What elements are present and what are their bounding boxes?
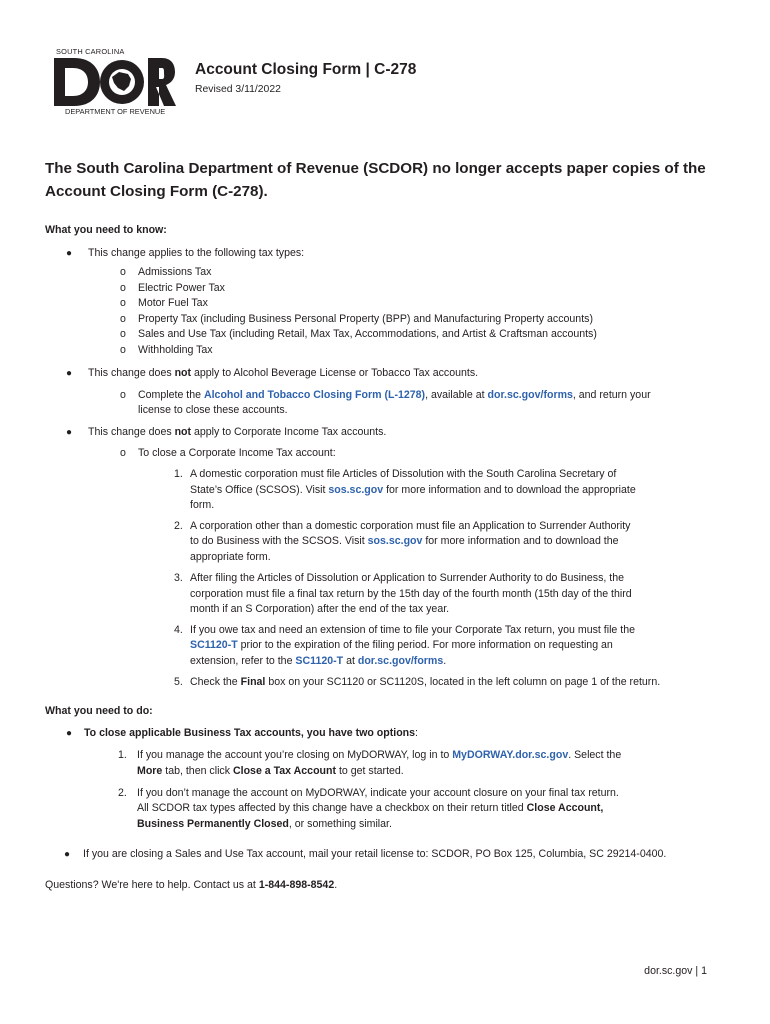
questions-line: Questions? We're here to help. Contact us at 1-844-898-8542. [45, 879, 338, 891]
do-bullet-2: If you are closing a Sales and Use Tax account, mail your retail license to: SCDOR, PO Box 125, Columbia, SC 29214-0400. [83, 848, 667, 860]
alcohol-instruction-cont: license to close these accounts. [138, 404, 288, 416]
list-number: 2. [118, 787, 127, 799]
sub-bullet-icon: o [120, 282, 126, 294]
tax-type-item: Motor Fuel Tax [138, 297, 208, 309]
sub-bullet-icon: o [120, 389, 126, 401]
page-footer: dor.sc.gov | 1 [644, 965, 707, 977]
option-1-line-2: More tab, then click Close a Tax Account to get started. [137, 765, 404, 777]
list-number: 1. [118, 749, 127, 761]
mydorway-link[interactable]: MyDORWAY.dor.sc.gov [452, 749, 569, 761]
know-bullet-1: This change applies to the following tax types: [88, 247, 305, 259]
sos-link[interactable]: sos.sc.gov [328, 484, 384, 496]
revised-date: Revised 3/11/2022 [195, 84, 281, 95]
step-4-line-2: SC1120-T prior to the expiration of the filing period. For more information on requesting an [190, 639, 613, 651]
sos-link[interactable]: sos.sc.gov [367, 535, 423, 547]
list-number: 4. [174, 624, 183, 636]
step-1-line-2: State’s Office (SCSOS). Visit sos.sc.gov for more information and to download the appropriate [190, 484, 636, 496]
step-2-line-2: to do Business with the SCSOS. Visit sos.sc.gov for more information and to download the [190, 535, 619, 547]
tax-type-item: Withholding Tax [138, 344, 213, 356]
option-2-line-1: If you don’t manage the account on MyDORWAY, indicate your account closure on your final tax return. [137, 787, 619, 799]
know-heading: What you need to know: [45, 224, 167, 236]
headline: The South Carolina Department of Revenue (SCDOR) no longer accepts paper copies of the Account Closing Form (C-278). [45, 160, 706, 200]
alcohol-tobacco-form-link[interactable]: Alcohol and Tobacco Closing Form (L-1278) [203, 389, 426, 401]
bullet-icon: ● [66, 728, 73, 739]
corporate-close-intro: To close a Corporate Income Tax account: [138, 447, 336, 459]
sc1120t-link[interactable]: SC1120-T [190, 639, 238, 651]
list-number: 1. [174, 468, 183, 480]
sub-bullet-icon: o [120, 266, 126, 278]
option-1-line-1: If you manage the account you’re closing on MyDORWAY, log in to MyDORWAY.dor.sc.gov. Select the [137, 749, 622, 761]
step-4-line-3: extension, refer to the SC1120-T at dor.sc.gov/forms. [190, 655, 447, 667]
step-4-line-1: If you owe tax and need an extension of time to file your Corporate Tax return, you must file the [190, 624, 635, 636]
bullet-icon: ● [64, 849, 71, 860]
do-heading: What you need to do: [45, 705, 153, 717]
phone-number: 1-844-898-8542 [258, 879, 335, 891]
step-1-line-3: form. [190, 499, 215, 511]
tax-type-item: Admissions Tax [138, 266, 212, 278]
sub-bullet-icon: o [120, 328, 126, 340]
dor-logo-mark [52, 55, 176, 109]
know-bullet-3: This change does not apply to Corporate Income Tax accounts. [88, 426, 387, 438]
option-2-line-2: All SCDOR tax types affected by this change have a checkbox on their return titled Close Account, [137, 802, 604, 814]
alcohol-instruction: Complete the Alcohol and Tobacco Closing Form (L-1278), available at dor.sc.gov/forms, and return your [138, 389, 651, 401]
logo-bottom-text: DEPARTMENT OF REVENUE [65, 107, 166, 116]
logo-top-text: SOUTH CAROLINA [56, 47, 125, 56]
do-bullet-1: To close applicable Business Tax accounts, you have two options: [84, 727, 418, 739]
dor-forms-link[interactable]: dor.sc.gov/forms [487, 389, 573, 401]
sub-bullet-icon: o [120, 297, 126, 309]
tax-type-item: Electric Power Tax [138, 282, 225, 294]
option-2-line-3: Business Permanently Closed, or something similar. [137, 818, 392, 830]
tax-type-item: Sales and Use Tax (including Retail, Max Tax, Accommodations, and Artist & Craftsman accounts) [138, 328, 597, 340]
step-2-line-3: appropriate form. [190, 551, 271, 563]
step-3-line-3: month if an S Corporation) after the end of the tax year. [190, 603, 450, 615]
sub-bullet-icon: o [120, 313, 126, 325]
step-5-line-1: Check the Final box on your SC1120 or SC1120S, located in the left column on page 1 of the return. [190, 676, 661, 688]
list-number: 2. [174, 520, 183, 532]
bullet-icon: ● [66, 427, 73, 438]
step-3-line-1: After filing the Articles of Dissolution or Application to Surrender Authority to do Business, the [190, 572, 624, 584]
list-number: 3. [174, 572, 183, 584]
scdor-logo [52, 47, 176, 117]
step-3-line-2: corporation must file a final tax return by the 15th day of the fourth month (15th day of the third [190, 588, 632, 600]
tax-type-item: Property Tax (including Business Personal Property (BPP) and Manufacturing Property accounts) [138, 313, 593, 325]
sub-bullet-icon: o [120, 344, 126, 356]
form-title: Account Closing Form | C-278 [195, 61, 417, 78]
know-bullet-2: This change does not apply to Alcohol Beverage License or Tobacco Tax accounts. [88, 367, 479, 379]
bullet-icon: ● [66, 368, 73, 379]
sc1120t-link[interactable]: SC1120-T [295, 655, 344, 667]
bullet-icon: ● [66, 248, 73, 259]
step-1-line-1: A domestic corporation must file Articles of Dissolution with the South Carolina Secretary of [190, 468, 617, 480]
sub-bullet-icon: o [120, 447, 126, 459]
step-2-line-1: A corporation other than a domestic corporation must file an Application to Surrender Authority [190, 520, 631, 532]
list-number: 5. [174, 676, 183, 688]
dor-forms-link[interactable]: dor.sc.gov/forms [357, 655, 444, 667]
